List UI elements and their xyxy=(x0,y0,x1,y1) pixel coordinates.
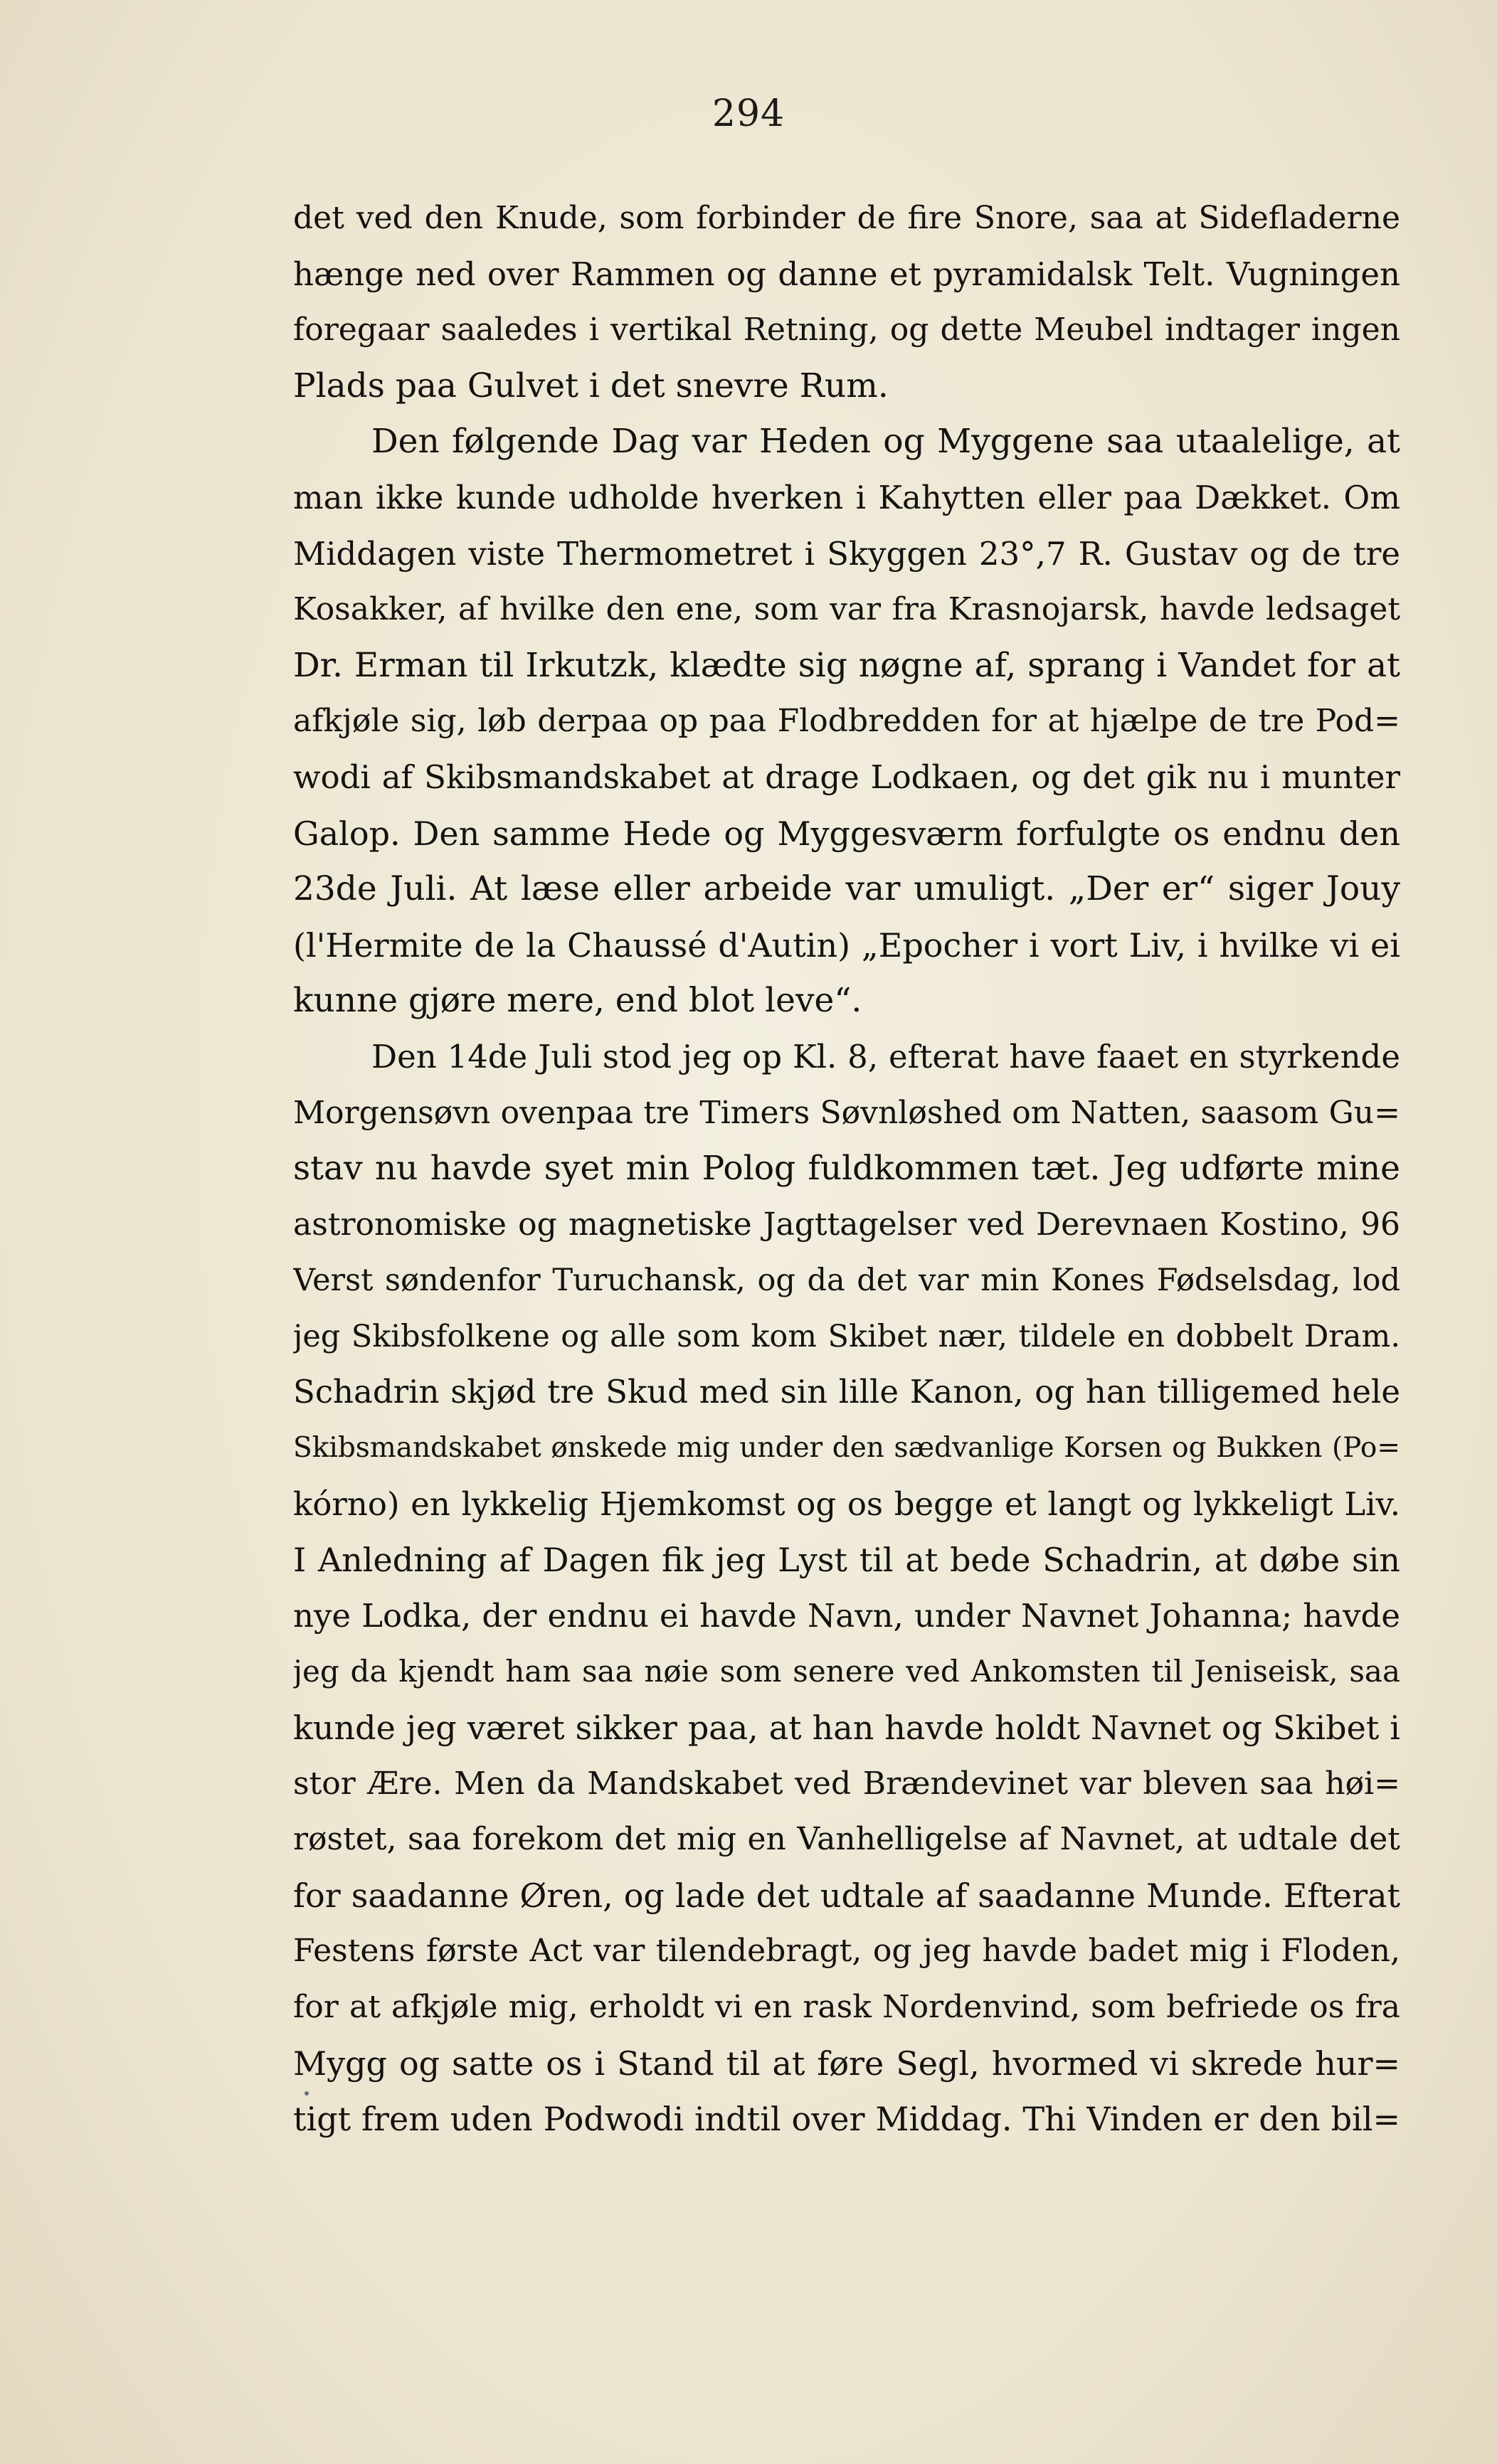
text-line: det ved den Knude, som forbinder de fire Snore, saa at Sidefladerne xyxy=(293,200,1400,236)
body-text xyxy=(293,191,1400,2147)
text-line: Kosakker, af hvilke den ene, som var fra Krasnojarsk, havde ledsaget xyxy=(293,591,1400,628)
paragraph xyxy=(293,191,1400,414)
text-line: Galop. Den samme Hede og Myggesværm forfulgte os endnu den xyxy=(293,814,1400,853)
text-line: I Anledning af Dagen fik jeg Lyst til at bede Schadrin, at døbe sin xyxy=(293,1541,1400,1580)
text-line: røstet, saa forekom det mig en Vanhelligelse af Navnet, at udtale det xyxy=(293,1821,1400,1858)
text-line: kunde jeg været sikker paa, at han havde holdt Navnet og Skibet i xyxy=(293,1709,1400,1748)
text-line: Dr. Erman til Irkutzk, klædte sig nøgne af, sprang i Vandet for at xyxy=(293,645,1400,685)
text-line: for at afkjøle mig, erholdt vi en rask Nordenvind, som befriede os fra xyxy=(293,1989,1400,2025)
page-number: 294 xyxy=(712,92,785,135)
text-line: astronomiske og magnetiske Jagttagelser ved Derevnaen Kostino, 96 xyxy=(293,1206,1400,1243)
text-line: Festens første Act var tilendebragt, og jeg havde badet mig i Floden, xyxy=(293,1933,1400,1970)
text-line: wodi af Skibsmandskabet at drage Lodkaen, og det gik nu i munter xyxy=(293,758,1400,796)
text-line: Den 14de Juli stod jeg op Kl. 8, efterat have faaet en styrkende xyxy=(371,1037,1400,1076)
text-line: kunne gjøre mere, end blot leve“. xyxy=(293,981,862,1021)
text-line: tigt frem uden Podwodi indtil over Middag. Thi Vinden er den bil= xyxy=(293,2100,1400,2139)
text-line: Verst søndenfor Turuchansk, og da det var min Kones Fødselsdag, lod xyxy=(293,1263,1400,1299)
text-line: Morgensøvn ovenpaa tre Timers Søvnløshed om Natten, saasom Gu= xyxy=(293,1094,1400,1131)
ink-speck xyxy=(305,2091,309,2096)
text-line: man ikke kunde udholde hverken i Kahytten eller paa Dækket. Om xyxy=(293,478,1400,516)
text-line: Mygg og satte os i Stand til at føre Segl, hvormed vi skrede hur= xyxy=(293,2044,1400,2083)
text-line: jeg Skibsfolkene og alle som kom Skibet nær, tildele en dobbelt Dram. xyxy=(293,1318,1400,1354)
text-line: stav nu havde syet min Polog fuldkommen tæt. Jeg udførte mine xyxy=(293,1149,1400,1189)
text-line: Schadrin skjød tre Skud med sin lille Kanon, og han tilligemed hele xyxy=(293,1373,1400,1411)
text-line: jeg da kjendt ham saa nøie som senere ved Ankomsten til Jeniseisk, saa xyxy=(293,1654,1400,1689)
paragraph xyxy=(293,1029,1400,2147)
text-line: kórno) en lykkelig Hjemkomst og os begge et langt og lykkeligt Liv. xyxy=(293,1485,1400,1523)
text-line: 23de Juli. At læse eller arbeide var umuligt. „Der er“ siger Jouy xyxy=(293,869,1400,909)
text-line: hænge ned over Rammen og danne et pyramidalsk Telt. Vugningen xyxy=(293,255,1400,293)
text-line: afkjøle sig, løb derpaa op paa Flodbredden for at hjælpe de tre Pod= xyxy=(293,703,1400,740)
text-line: Skibsmandskabet ønskede mig under den sædvanlige Korsen og Bukken (Po= xyxy=(293,1432,1400,1465)
text-line: (l'Hermite de la Chaussé d'Autin) „Epocher i vort Liv, i hvilke vi ei xyxy=(293,925,1400,965)
text-line: Den følgende Dag var Heden og Myggene saa utaalelige, at xyxy=(371,422,1400,462)
text-line: Plads paa Gulvet i det snevre Rum. xyxy=(293,366,889,405)
text-line: nye Lodka, der endnu ei havde Navn, under Navnet Johanna; havde xyxy=(293,1596,1400,1635)
paragraph xyxy=(293,414,1400,1029)
text-line: foregaar saaledes i vertikal Retning, og dette Meubel indtager ingen xyxy=(293,312,1400,349)
text-line: stor Ære. Men da Mandskabet ved Brændevinet var bleven saa høi= xyxy=(293,1765,1400,1802)
text-line: Middagen viste Thermometret i Skyggen 23°,7 R. Gustav og de tre xyxy=(293,534,1400,573)
text-line: for saadanne Øren, og lade det udtale af saadanne Munde. Efterat xyxy=(293,1876,1400,1915)
